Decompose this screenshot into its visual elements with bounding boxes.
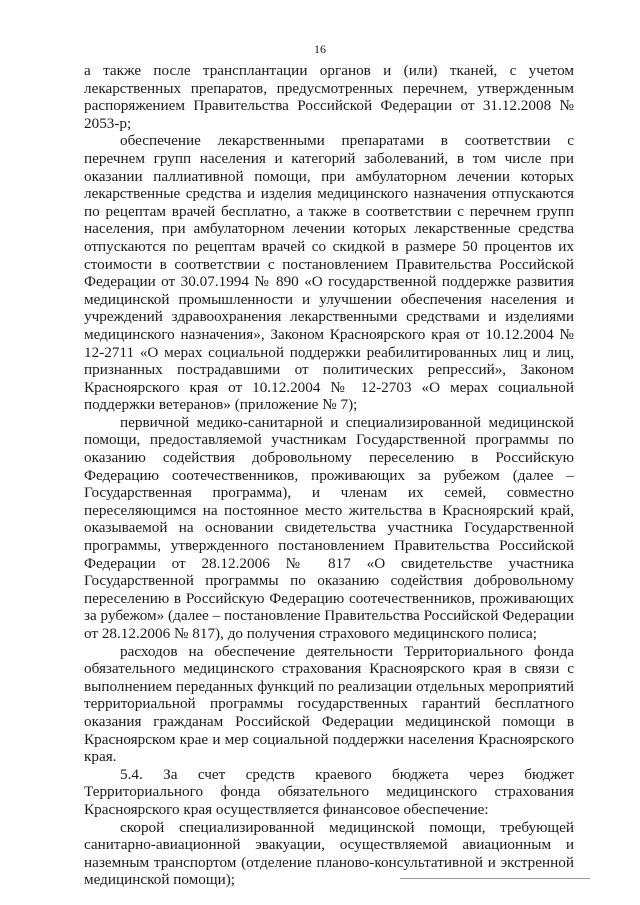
- paragraph-section-5-4: 5.4. За счет средств краевого бюджета через бюджет Территориального фонда обязательного медицинского страхования Красноярского края осуществляется финансовое обеспечение:: [84, 765, 574, 818]
- page-number: 16: [314, 42, 326, 56]
- paragraph-fund-expenses: расходов на обеспечение деятельности Территориального фонда обязательного медицинского страхования Красноярского края в связи с выполнением переданных функций по реализации отдельных мероприятий территориальной программы государственных гарантий бесплатного оказания гражданам Российской Федерации медицинской помощи в Красноярском крае и мер социальной поддержки населения Красноярского края.: [84, 642, 574, 766]
- paragraph-drug-provision: обеспечение лекарственными препаратами в соответствии с перечнем групп населения и категорий заболеваний, в том числе при оказании паллиативной помощи, при амбулаторном лечении которых лекарственные средства и изделия медицинского назначения отпускаются по рецептам врачей бесплатно, а также в соответствии с перечнем групп населения, при амбулаторном лечении которых лекарственные средства отпускаются по рецептам врачей со скидкой в размере 50 процентов их стоимости в соответствии с постановлением Правительства Российской Федерации от 30.07.1994 № 890 «О государственной поддержке развития медицинской промышленности и улучшении обеспечения населения и учреждений здравоохранения лекарственными средствами и изделиями медицинского назначения», Законом Красноярского края от 10.12.2004 № 12-2711 «О мерах социальной поддержки реабилитированных лиц и лиц, признанных пострадавшими от политических репрессий», Законом Красноярского края от 10.12.2004 № 12-2703 «О мерах социальной поддержки ветеранов» (приложение № 7);: [84, 132, 574, 414]
- footer-rule: [400, 878, 590, 879]
- paragraph-air-ambulance: скорой специализированной медицинской помощи, требующей санитарно-авиационной эвакуации, осуществляемой авиационным и наземным транспортом (отделение планово-консультативной и экстренной медицинской помощи);: [84, 818, 574, 889]
- paragraph-transplant-tail: а также после трансплантации органов и (или) тканей, с учетом лекарственных препаратов, предусмотренных перечнем, утвержденным распоряжением Правительства Российской Федерации от 31.12.2008 № 2053-р;: [84, 62, 574, 132]
- document-body: [84, 62, 574, 889]
- paragraph-primary-care-compatriots: первичной медико-санитарной и специализированной медицинской помощи, предоставляемой участникам Государственной программы по оказанию содействия добровольному переселению в Российскую Федерацию соотечественников, проживающих за рубежом (далее – Государственная программа), и членам их семей, совместно переселяющимся на постоянное место жительства в Красноярский край, оказываемой на основании свидетельства участника Государственной программы, утвержденного постановлением Правительства Российской Федерации от 28.12.2006 № 817 «О свидетельстве участника Государственной программы по оказанию содействия добровольному переселению в Российскую Федерацию соотечественников, проживающих за рубежом» (далее – постановление Правительства Российской Федерации от 28.12.2006 № 817), до получения страхового медицинского полиса;: [84, 413, 574, 642]
